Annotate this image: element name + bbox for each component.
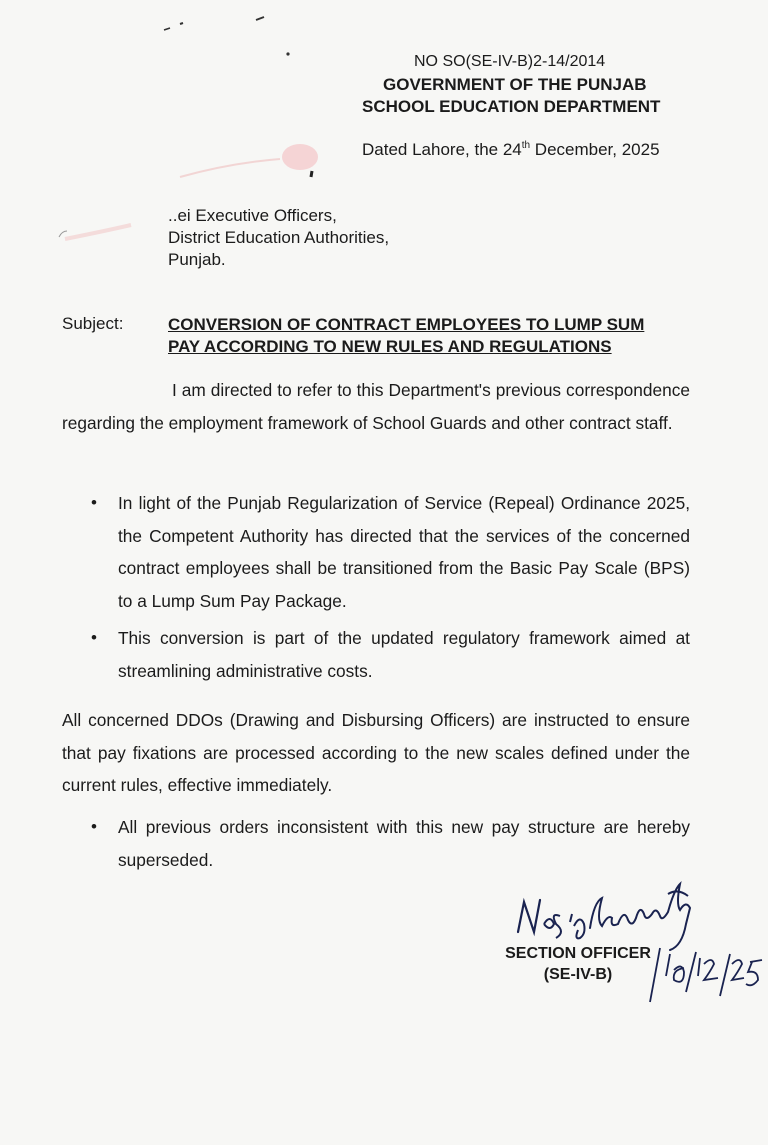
dated-line — [362, 140, 660, 160]
addressee-line-3: Punjab. — [168, 250, 226, 269]
addressee-line-1: ..ei Executive Officers, — [168, 206, 337, 225]
department-heading: SCHOOL EDUCATION DEPARTMENT — [362, 97, 661, 116]
bullet-item-2 — [91, 622, 690, 687]
bullet-item-3 — [91, 811, 690, 876]
bullet-item-1 — [91, 487, 690, 617]
addressee-line-2: District Education Authorities, — [168, 228, 390, 247]
intro-paragraph: I am directed to refer to this Department's previous correspondence regarding the employment framework of School Guards and other contract staff. — [62, 380, 690, 433]
dated-rest: December, 2025 — [530, 140, 660, 159]
bullet-glyph: • — [91, 493, 97, 512]
bullet-text-2: This conversion is part of the updated regulatory framework aimed at streamlining administrative costs. — [118, 628, 690, 681]
subject-line-1: CONVERSION OF CONTRACT EMPLOYEES TO LUMP SUM — [168, 315, 645, 334]
bullet-glyph: • — [91, 628, 97, 647]
bullet-text-1: In light of the Punjab Regularization of Service (Repeal) Ordinance 2025, the Competent Authority has directed that the services of the concerned contract employees shall be transitioned from the Basic Pay Scale (BPS) to a Lump Sum Pay Package. — [118, 493, 690, 611]
subject-label: Subject: — [62, 314, 124, 333]
bullet-text-3: All previous orders inconsistent with this new pay structure are hereby superseded. — [118, 817, 690, 870]
subject-line-2: PAY ACCORDING TO NEW RULES AND REGULATIONS — [168, 337, 612, 356]
instruction-paragraph: All concerned DDOs (Drawing and Disbursing Officers) are instructed to ensure that pay fixations are processed according to the new scales defined under the current rules, effective immediately. — [62, 710, 690, 795]
reference-number: NO SO(SE-IV-B)2-14/2014 — [414, 53, 606, 70]
signatory-title: SECTION OFFICER — [505, 945, 651, 962]
signatory-office: (SE-IV-B) — [543, 966, 613, 983]
government-heading: GOVERNMENT OF THE PUNJAB — [383, 75, 647, 94]
scan-specks — [160, 16, 300, 66]
addressee-block — [168, 205, 389, 271]
bullet-glyph: • — [91, 817, 97, 836]
dated-ordinal: th — [521, 140, 531, 151]
dated-prefix: Dated Lahore, the 24 — [362, 140, 522, 159]
subject-text — [168, 314, 698, 358]
signatory-block — [503, 943, 653, 985]
